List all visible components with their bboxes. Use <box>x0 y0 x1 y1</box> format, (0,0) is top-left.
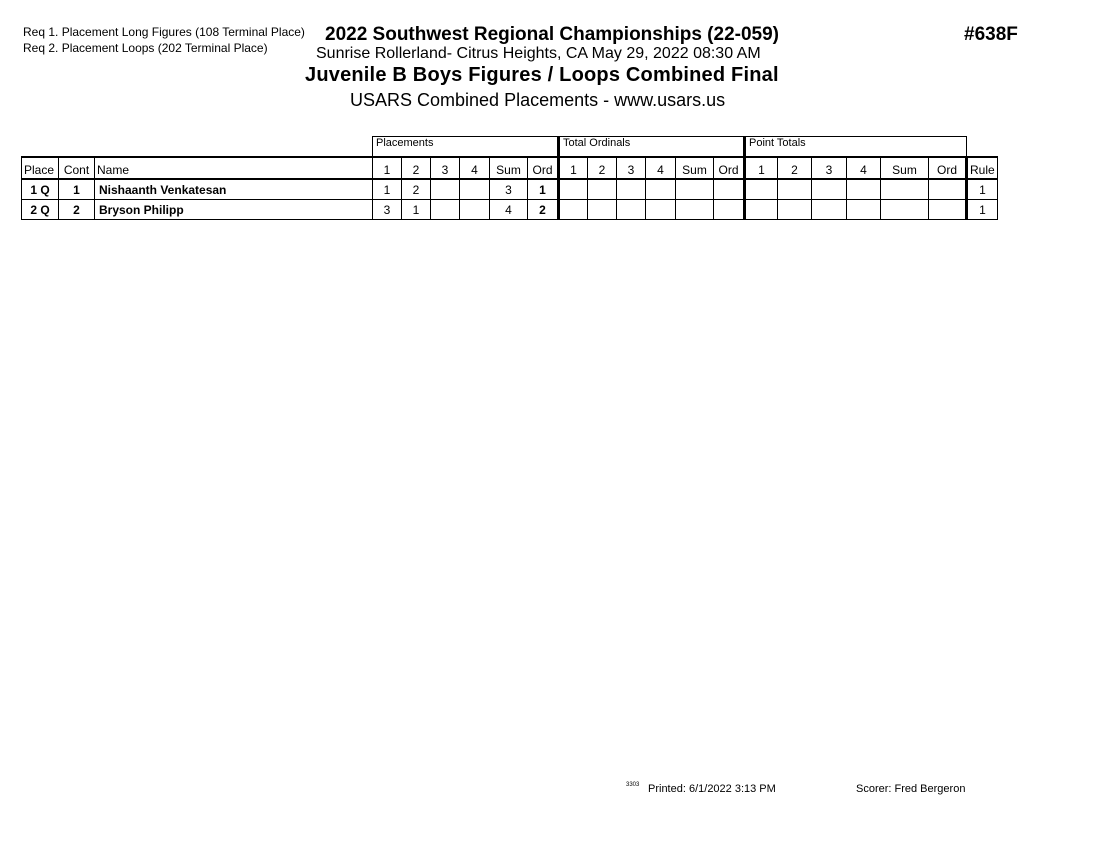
group-total-ordinals: Total Ordinals <box>559 137 745 158</box>
points-1-cell <box>745 200 778 220</box>
placement-sum-cell: 4 <box>490 200 528 220</box>
placement-1-cell: 1 <box>373 179 402 200</box>
col-rule: Rule <box>967 157 998 179</box>
ordinal-3-cell <box>617 179 646 200</box>
points-1-cell <box>745 179 778 200</box>
col-points-4: 4 <box>847 157 881 179</box>
ordinal-ord-cell <box>714 200 745 220</box>
points-2-cell <box>778 200 812 220</box>
footer-code: 3303 <box>626 782 640 788</box>
ordinal-1-cell <box>559 179 588 200</box>
group-spacer <box>22 137 373 158</box>
rule-cell: 1 <box>967 179 998 200</box>
requirement-2: Req 2. Placement Loops (202 Terminal Place) <box>23 41 268 55</box>
group-point-totals: Point Totals <box>745 137 967 158</box>
ordinal-4-cell <box>646 200 676 220</box>
col-placements-3: 3 <box>431 157 460 179</box>
col-points-ord: Ord <box>929 157 967 179</box>
points-2-cell <box>778 179 812 200</box>
event-number: #638F <box>964 24 1018 45</box>
ordinal-3-cell <box>617 200 646 220</box>
ordinal-ord-cell <box>714 179 745 200</box>
col-name: Name <box>95 157 373 179</box>
ordinal-1-cell <box>559 200 588 220</box>
column-header-row <box>22 157 998 179</box>
col-ordinals-sum: Sum <box>676 157 714 179</box>
col-points-sum: Sum <box>881 157 929 179</box>
col-ordinals-4: 4 <box>646 157 676 179</box>
placement-ord-cell: 1 <box>528 179 559 200</box>
col-place: Place <box>22 157 59 179</box>
group-spacer-rule <box>967 137 998 158</box>
cont-cell: 1 <box>59 179 95 200</box>
ordinal-2-cell <box>588 200 617 220</box>
col-cont: Cont <box>59 157 95 179</box>
place-cell: 1 Q <box>22 179 59 200</box>
points-sum-cell <box>881 179 929 200</box>
skater-name: Bryson Philipp <box>95 200 373 220</box>
competition-title: 2022 Southwest Regional Championships (22-059) <box>325 24 779 45</box>
group-header-row <box>22 137 998 158</box>
col-ordinals-1: 1 <box>559 157 588 179</box>
col-placements-sum: Sum <box>490 157 528 179</box>
points-sum-cell <box>881 200 929 220</box>
placement-3-cell <box>431 200 460 220</box>
placement-1-cell: 3 <box>373 200 402 220</box>
col-placements-4: 4 <box>460 157 490 179</box>
col-points-3: 3 <box>812 157 847 179</box>
points-4-cell <box>847 179 881 200</box>
ordinal-sum-cell <box>676 200 714 220</box>
event-name: Juvenile B Boys Figures / Loops Combined Final <box>305 64 779 86</box>
ordinal-4-cell <box>646 179 676 200</box>
table-row <box>22 179 998 200</box>
table-row <box>22 200 998 220</box>
results-subtitle: USARS Combined Placements - www.usars.us <box>350 90 726 110</box>
col-ordinals-2: 2 <box>588 157 617 179</box>
group-placements: Placements <box>373 137 559 158</box>
results-table <box>21 136 998 220</box>
col-placements-2: 2 <box>402 157 431 179</box>
ordinal-2-cell <box>588 179 617 200</box>
points-3-cell <box>812 179 847 200</box>
printed-timestamp: Printed: 6/1/2022 3:13 PM <box>648 783 776 795</box>
placement-2-cell: 1 <box>402 200 431 220</box>
col-placements-ord: Ord <box>528 157 559 179</box>
points-ord-cell <box>929 200 967 220</box>
skater-name: Nishaanth Venkatesan <box>95 179 373 200</box>
requirement-1: Req 1. Placement Long Figures (108 Terminal Place) <box>23 25 305 39</box>
placement-2-cell: 2 <box>402 179 431 200</box>
ordinal-sum-cell <box>676 179 714 200</box>
place-cell: 2 Q <box>22 200 59 220</box>
cont-cell: 2 <box>59 200 95 220</box>
col-points-1: 1 <box>745 157 778 179</box>
placement-4-cell <box>460 179 490 200</box>
placement-ord-cell: 2 <box>528 200 559 220</box>
col-points-2: 2 <box>778 157 812 179</box>
scorer-name: Scorer: Fred Bergeron <box>856 783 966 795</box>
placement-3-cell <box>431 179 460 200</box>
venue-date: Sunrise Rollerland- Citrus Heights, CA May 29, 2022 08:30 AM <box>316 45 761 62</box>
col-ordinals-ord: Ord <box>714 157 745 179</box>
col-ordinals-3: 3 <box>617 157 646 179</box>
col-placements-1: 1 <box>373 157 402 179</box>
placement-4-cell <box>460 200 490 220</box>
points-4-cell <box>847 200 881 220</box>
placement-sum-cell: 3 <box>490 179 528 200</box>
points-ord-cell <box>929 179 967 200</box>
rule-cell: 1 <box>967 200 998 220</box>
points-3-cell <box>812 200 847 220</box>
